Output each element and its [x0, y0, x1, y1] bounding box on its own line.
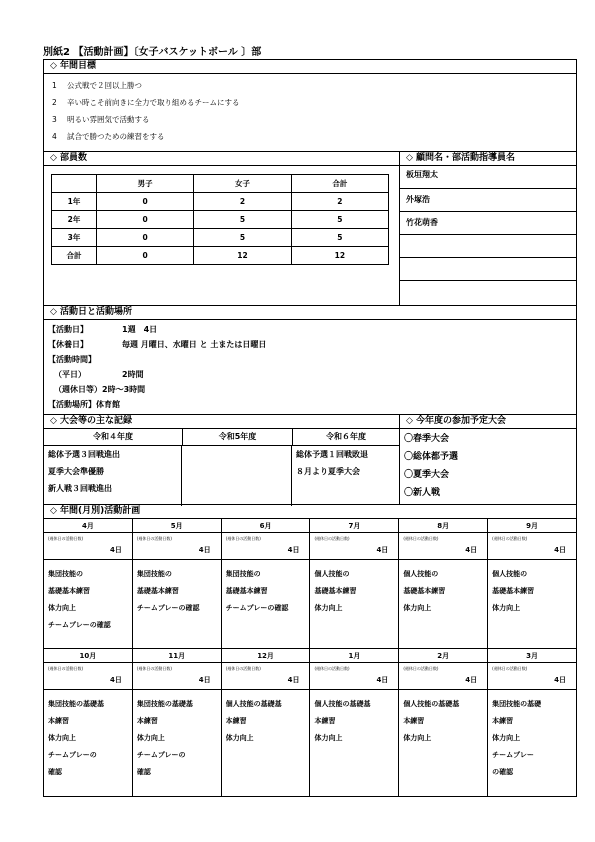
plan-line: 本練習 [314, 717, 336, 725]
month-cell: 7月 [310, 519, 399, 533]
days-cell [399, 663, 488, 690]
row-label: 合計 [52, 247, 97, 265]
plan-content-cell [44, 690, 133, 797]
members-col-female: 女子 [194, 175, 291, 193]
row-label: 1年 [52, 193, 97, 211]
total-count: 2 [291, 193, 388, 211]
goal-item [52, 94, 576, 111]
days-value: 4日 [554, 676, 566, 684]
days-value: 4日 [554, 546, 566, 554]
days-label: (週休日の活動日数) [492, 536, 528, 541]
month-cell: 9月 [488, 519, 577, 533]
days-cell [488, 663, 577, 690]
female-count: 2 [194, 193, 291, 211]
advisors-header: ◇ 顧問名・部活動指導員名 [400, 152, 576, 166]
members-col-male: 男子 [97, 175, 194, 193]
plan-line: 体力向上 [225, 734, 254, 742]
days-cell [488, 533, 577, 560]
goal-item [52, 111, 576, 128]
record-year-2: 令和5年度 [183, 429, 293, 445]
total-count: 5 [291, 229, 388, 247]
plan-content-cell [44, 560, 133, 649]
rest-days-line [48, 337, 576, 352]
document-title: 別紙2 【活動計画】〔女子バスケットボール 〕部 [43, 47, 262, 58]
row-label: 3年 [52, 229, 97, 247]
members-corner-cell [52, 175, 97, 193]
plan-line: 基礎基本練習 [225, 587, 268, 595]
tournament-item: 〇総体都予選 [404, 452, 459, 462]
plan-months-row [44, 649, 577, 663]
goal-number: 2 [52, 98, 57, 107]
plan-line: 本練習 [403, 717, 425, 725]
plan-line: 確認 [136, 768, 151, 776]
plan-line: 個人技能の [314, 570, 350, 578]
advisor-line [400, 281, 576, 303]
weekday-label: （平日） [54, 370, 86, 379]
table-row [52, 193, 389, 211]
plan-content-cell [132, 690, 221, 797]
record-entry: ８月より夏季大会 [296, 467, 360, 476]
goal-item [52, 128, 576, 145]
plan-line: の確認 [492, 768, 514, 776]
plan-line: 集団技能の [136, 570, 172, 578]
record-year-3: 令和６年度 [326, 432, 366, 441]
record-year-1: 令和４年度 [44, 429, 183, 445]
days-cell [399, 533, 488, 560]
tournament-item: 〇夏季大会 [404, 470, 450, 480]
days-label: (週休日の活動日数) [314, 536, 350, 541]
days-cell [132, 533, 221, 560]
activity-hours-label: 【活動時間】 [48, 355, 96, 364]
total-count: 12 [291, 247, 388, 265]
plan-line: 基礎基本練習 [403, 587, 446, 595]
month-cell: 4月 [44, 519, 133, 533]
days-value: 4日 [376, 676, 389, 684]
month-cell: 11月 [132, 649, 221, 663]
plan-line: チームプレー [492, 751, 534, 759]
goal-number: 4 [52, 132, 57, 141]
plan-content-cell [399, 690, 488, 797]
days-label: (週休日の活動日数) [136, 536, 172, 541]
plan-line: 集団技能の [225, 570, 261, 578]
activity-place-line: 【活動場所】体育館 [48, 400, 120, 409]
plan-line: 体力向上 [136, 734, 165, 742]
month-cell: 10月 [44, 649, 133, 663]
plan-content-cell [132, 560, 221, 649]
plan-line: 個人技能の [403, 570, 439, 578]
plan-line: 個人技能の基礎基 [225, 700, 282, 708]
plan-line: 集団技能の基礎 [492, 700, 542, 708]
days-value: 4日 [287, 676, 300, 684]
male-count: 0 [97, 211, 194, 229]
plan-line: 本練習 [48, 717, 69, 725]
goal-text: 試合で勝つための練習をする [67, 132, 165, 141]
days-label: (週休日の活動日数) [225, 666, 261, 671]
plan-content-cell [221, 690, 310, 797]
month-cell: 2月 [399, 649, 488, 663]
table-row [52, 247, 389, 265]
days-value: 4日 [465, 546, 478, 554]
male-count: 0 [97, 229, 194, 247]
plan-days-row [44, 663, 577, 690]
members-table [51, 174, 389, 265]
plan-line: 体力向上 [403, 604, 432, 612]
plan-line: チームプレーの確認 [225, 604, 289, 612]
plan-content-cell [221, 560, 310, 649]
days-cell [310, 663, 399, 690]
advisor-line: 外塚浩 [400, 189, 576, 212]
plan-header: ◇ 年間(月別)活動計画 [50, 506, 141, 516]
record-col-3 [292, 446, 399, 506]
days-label: (週休日の活動日数) [225, 536, 261, 541]
female-count: 5 [194, 229, 291, 247]
plan-content-cell [488, 560, 577, 649]
goals-list [44, 74, 576, 145]
plan-line: 個人技能の基礎基 [403, 700, 460, 708]
weekend-hours-line: （週休日等）2時～3時間 [54, 385, 146, 394]
record-col-1 [44, 446, 182, 506]
tournaments-section [399, 414, 577, 505]
days-label: (週休日の活動日数) [48, 666, 84, 671]
activity-days-line [48, 322, 576, 337]
month-cell: 8月 [399, 519, 488, 533]
goals-header: ◇ 年間目標 [44, 60, 576, 74]
record-col-2 [182, 446, 292, 506]
month-cell: 5月 [132, 519, 221, 533]
month-cell: 1月 [310, 649, 399, 663]
advisor-line [400, 235, 576, 258]
days-label: (週休日の活動日数) [492, 666, 528, 671]
advisor-line: 板垣翔太 [400, 166, 576, 189]
plan-line: 本練習 [492, 717, 514, 725]
female-count: 5 [194, 211, 291, 229]
plan-line: 体力向上 [492, 604, 521, 612]
male-count: 0 [97, 247, 194, 265]
days-cell [310, 533, 399, 560]
plan-line: 体力向上 [48, 734, 76, 742]
plan-line: 個人技能の [492, 570, 528, 578]
activity-days-value: 1週 4日 [122, 325, 158, 334]
plan-line: 集団技能の基礎基 [48, 700, 104, 708]
tournament-item: 〇新人戦 [404, 488, 441, 498]
schedule-header: ◇ 活動日と活動場所 [44, 306, 576, 320]
plan-content-cell [488, 690, 577, 797]
plan-section [43, 504, 577, 518]
record-entry: 総体予選１回戦敗退 [296, 450, 368, 459]
plan-line: 体力向上 [492, 734, 521, 742]
plan-table [43, 518, 577, 797]
goals-section [43, 59, 577, 152]
plan-line: 体力向上 [314, 604, 343, 612]
plan-line: 個人技能の基礎基 [314, 700, 371, 708]
plan-line: 基礎基本練習 [48, 587, 90, 595]
rest-days-label: 【休養日】 [48, 340, 88, 349]
goal-item [52, 77, 576, 94]
days-value: 4日 [109, 676, 122, 684]
activity-days-label: 【活動日】 [48, 325, 88, 334]
plan-line: 体力向上 [48, 604, 76, 612]
days-cell [44, 663, 133, 690]
advisor-line: 竹花萌香 [400, 212, 576, 235]
plan-content-cell [310, 690, 399, 797]
record-entry: 夏季大会準優勝 [48, 467, 104, 476]
table-row [52, 229, 389, 247]
plan-line: 体力向上 [403, 734, 432, 742]
plan-line: チームプレーの [48, 751, 97, 759]
members-header: ◇ 部員数 [44, 152, 399, 166]
plan-days-row [44, 533, 577, 560]
days-value: 4日 [287, 546, 300, 554]
days-label: (週休日の活動日数) [48, 536, 84, 541]
days-value: 4日 [376, 546, 389, 554]
plan-content-row [44, 690, 577, 797]
records-section [43, 414, 400, 505]
days-cell [44, 533, 133, 560]
days-value: 4日 [198, 546, 211, 554]
days-label: (週休日の活動日数) [136, 666, 172, 671]
record-entry: 新人戦３回戦進出 [48, 484, 112, 493]
days-cell [132, 663, 221, 690]
plan-line: 集団技能の基礎基 [136, 700, 193, 708]
days-cell [221, 663, 310, 690]
activity-plan-sheet [43, 59, 577, 797]
days-value: 4日 [109, 546, 122, 554]
days-label: (週休日の活動日数) [314, 666, 350, 671]
members-section [43, 151, 400, 306]
total-count: 5 [291, 211, 388, 229]
tournaments-header: ◇ 今年度の参加予定大会 [400, 415, 576, 429]
days-value: 4日 [198, 676, 211, 684]
goal-number: 3 [52, 115, 57, 124]
days-value: 4日 [465, 676, 478, 684]
month-cell: 3月 [488, 649, 577, 663]
goal-text: 辛い時こそ前向きに全力で取り組めるチームにする [67, 98, 240, 107]
plan-line: 集団技能の [48, 570, 83, 578]
month-cell: 6月 [221, 519, 310, 533]
plan-line: 確認 [48, 768, 62, 776]
days-cell [221, 533, 310, 560]
table-row [52, 211, 389, 229]
plan-line: 体力向上 [314, 734, 343, 742]
plan-line: 基礎基本練習 [492, 587, 535, 595]
row-label: 2年 [52, 211, 97, 229]
plan-line: チームプレーの確認 [48, 621, 111, 629]
members-col-total: 合計 [291, 175, 388, 193]
plan-line: 基礎基本練習 [314, 587, 357, 595]
days-label: (週休日の活動日数) [403, 536, 439, 541]
plan-line: チームプレーの確認 [136, 604, 200, 612]
plan-line: 基礎基本練習 [136, 587, 179, 595]
days-label: (週休日の活動日数) [403, 666, 439, 671]
tournament-item: 〇春季大会 [404, 434, 450, 444]
record-entry: 総体予選３回戦進出 [48, 450, 120, 459]
plan-content-cell [310, 560, 399, 649]
advisor-line [400, 258, 576, 281]
weekday-hours-line [48, 367, 576, 382]
advisors-section [399, 151, 577, 306]
weekday-hours: 2時間 [122, 370, 144, 379]
rest-days-value: 毎週 月曜日、水曜日 と 土または日曜日 [122, 340, 267, 349]
month-cell: 12月 [221, 649, 310, 663]
records-header: ◇ 大会等の主な記録 [44, 415, 399, 429]
plan-line: チームプレーの [136, 751, 186, 759]
goal-text: 公式戦で２回以上勝つ [67, 81, 142, 90]
plan-content-row [44, 560, 577, 649]
female-count: 12 [194, 247, 291, 265]
plan-line: 本練習 [225, 717, 247, 725]
plan-content-cell [399, 560, 488, 649]
male-count: 0 [97, 193, 194, 211]
goal-number: 1 [52, 81, 57, 90]
schedule-section [43, 305, 577, 415]
goal-text: 明るい雰囲気で活動する [67, 115, 150, 124]
plan-line: 本練習 [136, 717, 158, 725]
plan-months-row [44, 519, 577, 533]
